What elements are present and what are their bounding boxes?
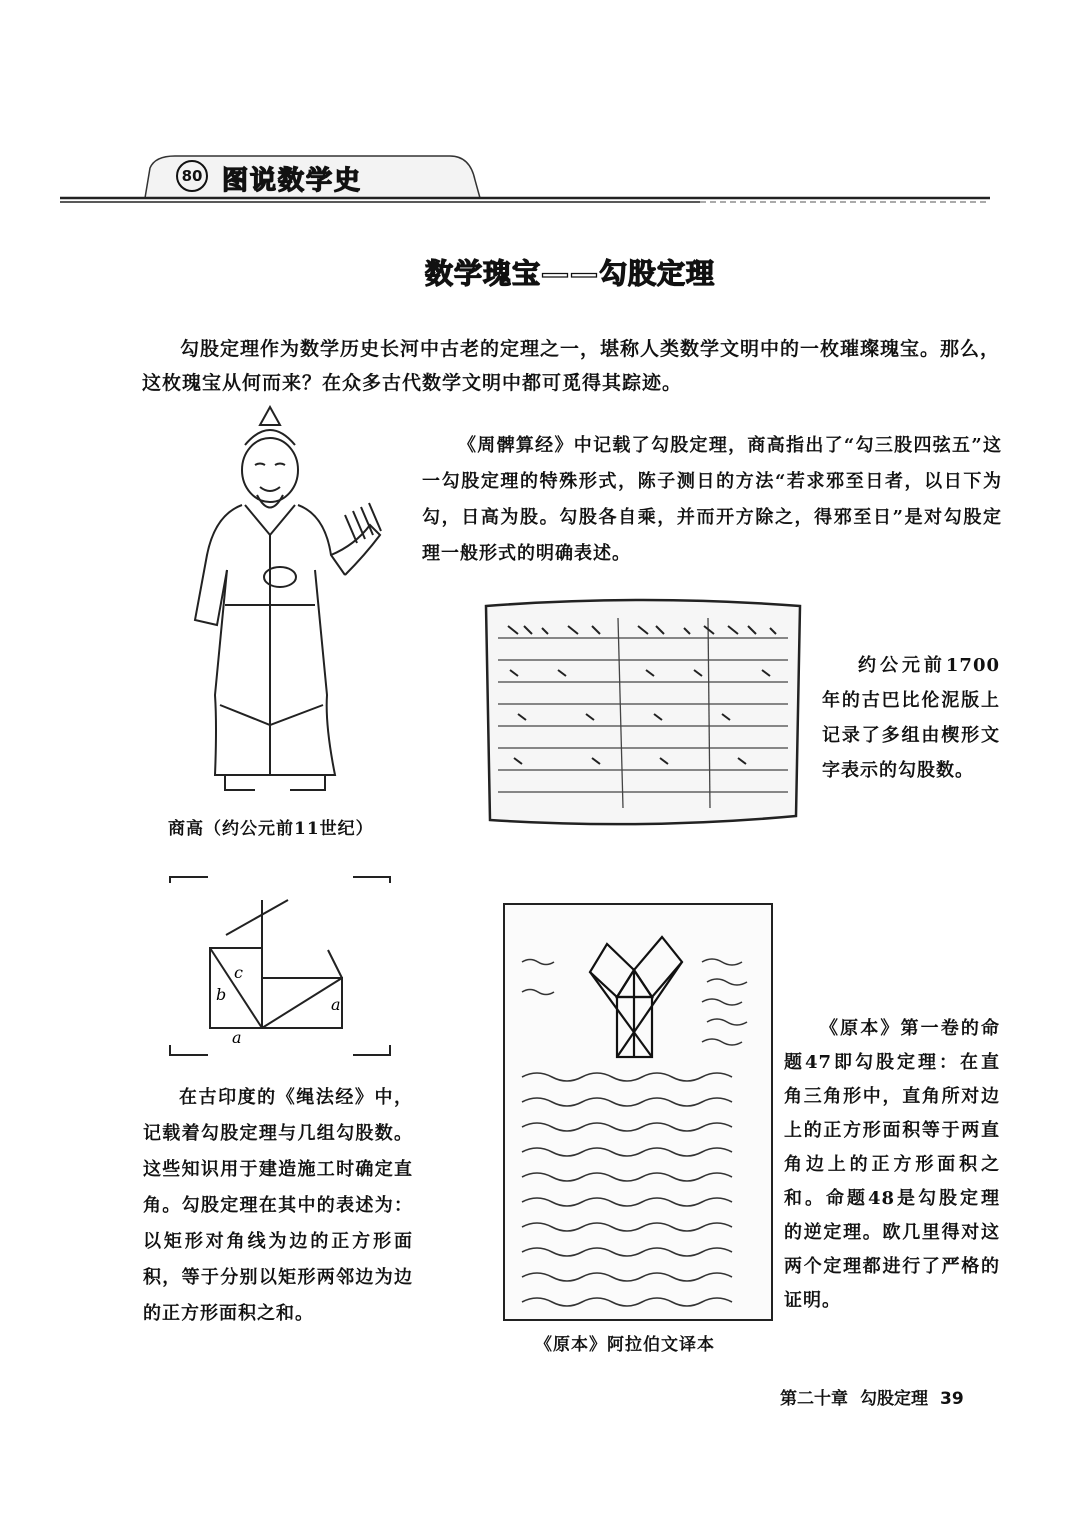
elements-caption: 《原本》阿拉伯文译本	[535, 1335, 715, 1355]
page-number: 39	[940, 1389, 964, 1409]
diagram-label-c: c	[234, 963, 243, 982]
rectangle-diagram	[168, 875, 393, 1060]
series-badge: 80	[176, 160, 208, 192]
shanggao-caption: 商高（约公元前11世纪）	[168, 819, 374, 839]
zhoubi-paragraph: 《周髀算经》中记载了勾股定理，商高指出了“勾三股四弦五”这一勾股定理的特殊形式，陈子测日的方法“若求邪至日者，以日下为勾，日高为股。勾股各自乘，并而开方除之，得邪至日”是对勾股定理一般形式的明确表述。	[422, 435, 1002, 564]
footer-chapter-title: 勾股定理	[860, 1389, 928, 1409]
elements-manuscript-image	[502, 902, 774, 1322]
india-paragraph: 在古印度的《绳法经》中，记载着勾股定理与几组勾股数。这些知识用于建造施工时确定直角。勾股定理在其中的表述为：以矩形对角线为边的正方形面积，等于分别以矩形两邻边为边的正方形面积之和。	[143, 1087, 413, 1324]
diagram-label-b: b	[216, 985, 227, 1004]
diagram-label-a-right: a	[331, 995, 341, 1014]
elements-paragraph: 《原本》第一卷的命题47即勾股定理：在直角三角形中，直角所对边上的正方形面积等于两直角边上的正方形面积之和。命题48是勾股定理的逆定理。欧几里得对这两个定理都进行了严格的证明。	[784, 1018, 1000, 1311]
page-title: 数学瑰宝——勾股定理	[424, 257, 715, 290]
shanggao-illustration	[185, 405, 395, 800]
babylon-caption: 约公元前1700年的古巴比伦泥版上记录了多组由楔形文字表示的勾股数。	[822, 655, 1000, 781]
page-footer	[780, 1384, 976, 1409]
intro-paragraph: 勾股定理作为数学历史长河中古老的定理之一，堪称人类数学文明中的一枚璀璨瑰宝。那么，这枚瑰宝从何而来？在众多古代数学文明中都可觅得其踪迹。	[142, 338, 1001, 394]
series-title: 图说数学史	[222, 166, 363, 196]
babylonian-tablet-image	[478, 598, 808, 838]
diagram-label-a-bottom: a	[232, 1028, 242, 1047]
footer-chapter: 第二十章	[780, 1389, 848, 1409]
